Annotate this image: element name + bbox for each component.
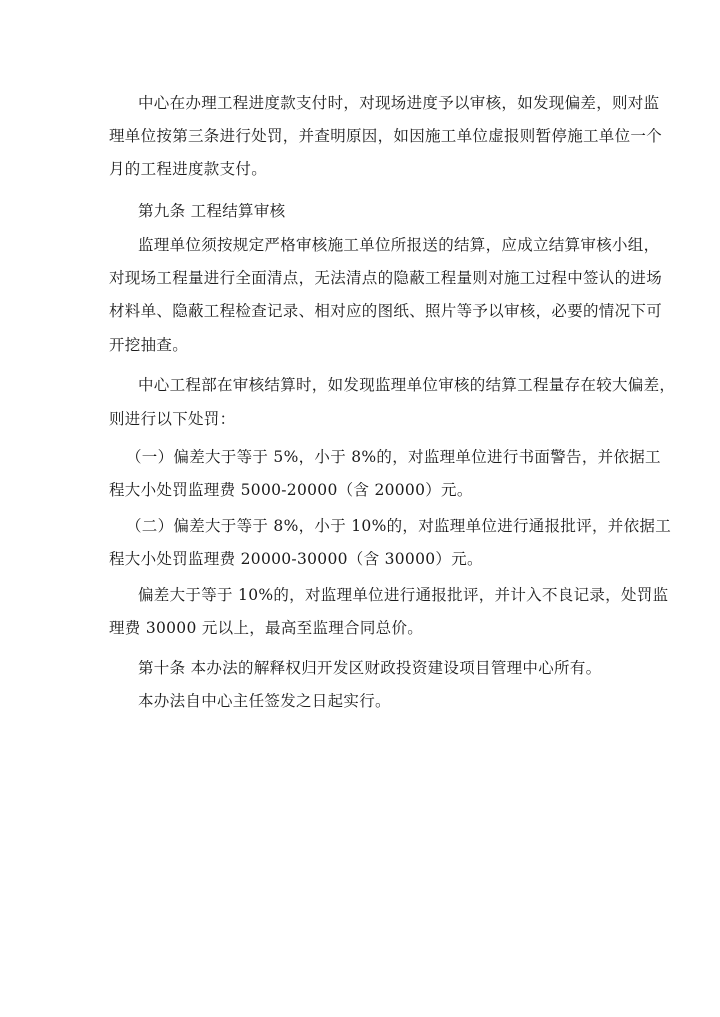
paragraph-line: 偏差大于等于 10%的，对监理单位进行通报批评，并计入不良记录，处罚监 [138, 586, 669, 604]
list-item-line: （二）偏差大于等于 8%，小于 10%的，对监理单位进行通报批评，并依据工 [126, 517, 671, 535]
paragraph-line: 中心工程部在审核结算时，如发现监理单位审核的结算工程量存在较大偏差， [138, 376, 676, 394]
paragraph-line: 对现场工程量进行全面清点，无法清点的隐蔽工程量则对施工过程中签认的进场 [109, 269, 663, 287]
article-heading: 第十条 本办法的解释权归开发区财政投资建设项目管理中心所有。 [138, 659, 602, 677]
list-item-line: 程大小处罚监理费 5000-20000（含 20000）元。 [109, 481, 473, 499]
paragraph-line: 则进行以下处罚： [109, 410, 236, 428]
paragraph-line: 中心在办理工程进度款支付时，对现场进度予以审核，如发现偏差，则对监 [138, 94, 660, 112]
paragraph-line: 月的工程进度款支付。 [109, 160, 268, 178]
paragraph-line: 监理单位须按规定严格审核施工单位所报送的结算，应成立结算审核小组， [138, 236, 660, 254]
article-heading: 第九条 工程结算审核 [138, 202, 286, 220]
paragraph-line: 开挖抽查。 [109, 336, 189, 354]
list-item-line: （一）偏差大于等于 5%，小于 8%的，对监理单位进行书面警告，并依据工 [126, 448, 661, 466]
paragraph-line: 材料单、隐蔽工程检查记录、相对应的图纸、照片等予以审核，必要的情况下可 [109, 302, 663, 320]
paragraph-line: 本办法自中心主任签发之日起实行。 [138, 692, 391, 710]
list-item-line: 程大小处罚监理费 20000-30000（含 30000）元。 [109, 550, 483, 568]
paragraph-line: 理单位按第三条进行处罚，并查明原因，如因施工单位虚报则暂停施工单位一个 [109, 127, 663, 145]
paragraph-line: 理费 30000 元以上，最高至监理合同总价。 [109, 619, 424, 637]
